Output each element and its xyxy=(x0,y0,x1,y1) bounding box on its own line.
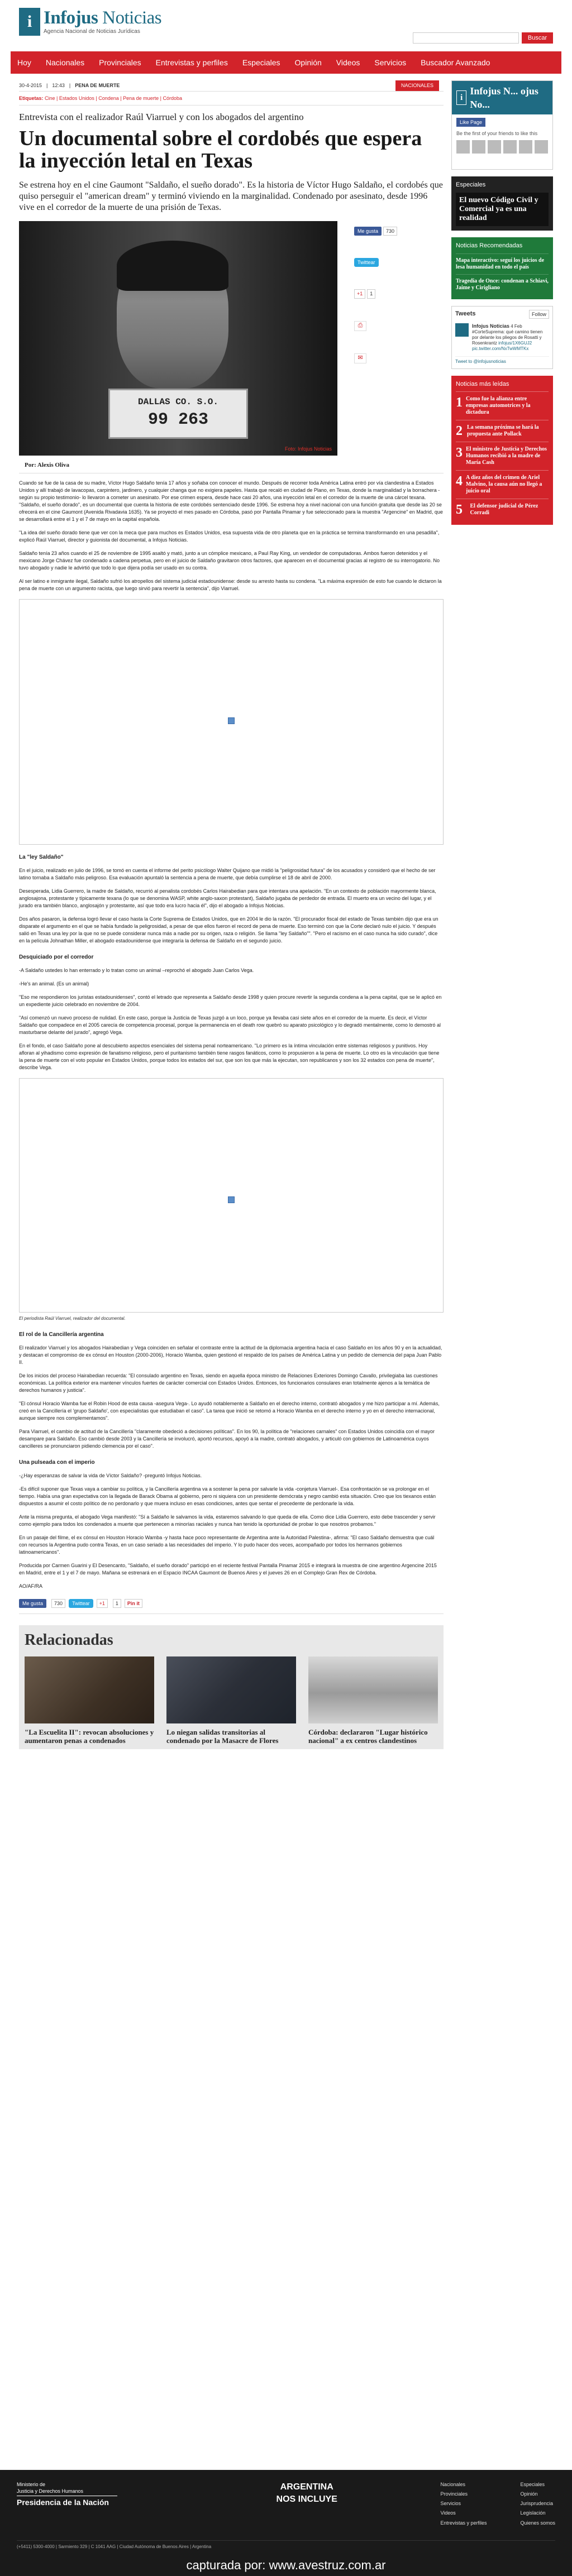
tags-label: Etiquetas: xyxy=(19,95,44,101)
most-read-list xyxy=(456,391,549,520)
tweet-time: 4 Feb xyxy=(511,323,522,329)
paragraph: "Eso me respondieron los juristas estadounidenses", contó el letrado que representa a Saldaño desde 1998 y quien procure revertir la segunda condena a la pena capital, que se le aplicó en un expediente juicio celebrado en noviembre de 2004. xyxy=(19,994,442,1007)
tweet-link-2[interactable]: pic.twitter.com/NxTwWMTKx xyxy=(472,346,529,351)
nav-hoy[interactable]: Hoy xyxy=(17,58,31,67)
paragraph: -A Saldaño ustedes lo han enterrado y lo tratan como un animal –reprochó el abogado Juan Carlos Vega. xyxy=(19,967,254,973)
main-photo xyxy=(19,221,337,456)
search-button[interactable]: Buscar xyxy=(522,32,553,44)
paragraph: Dos años pasaron, la defensa logró llevar el caso hasta la Corte Suprema de Estados Unidos, que en 2004 le dio la razón. "El procurador fiscal del estado de Texas también dijo que era un disparate el argumento en el que se había fundado la peligrosidad, a pesar de que ellos fueron el record de pena de muerte. Eso terminó con que la Corte declaró nulo el juicio. Y después salió en Texas una ley por la que no se puede considerar nunca más a nadie por su origen, raza o religión. Se llama "ley Saldaño"". "Pero el racismo en el caso nunca ha sido curado", dice en la película Johnathan Miller, el abogado estadounidense que integraría la defensa de Saldaño en el segundo juicio. xyxy=(19,916,438,944)
fb-page-header[interactable] xyxy=(452,81,552,114)
fb-like-count-bottom: 730 xyxy=(51,1599,65,1608)
most-read-number: 1 xyxy=(456,395,463,410)
paragraph: Cuando se fue de la casa de su madre, Víctor Hugo Saldaño tenía 17 años y soñaba con conocer el mundo. Después de recorrer toda América Latina entró por vía clandestina a Estados Unidos y allí trabajó de lavacopas, carpintero, jardinero, y cualquier changa que no exigiera papeles. Hasta que recaló en ciudad de Plano, en Texas, donde la marginalidad y la borrachera -según su propio testimonio- lo llevaron a cometer un asesinato. Por ese crimen espera, desde hace casi 20 años, una inyección letal en el corredor de la muerte de una cárcel texana. "Saldaño, el sueño dorado", es un documental que cuenta la historia de este cordobés sentenciado desde 1996. Se estrena hoy a nivel nacional con una función gratuita que desde las 20 se ofrecerá en el cine Gaumont (Avenida Rivadavia 1635). Ya se proyectó el mes pasado en Córdoba, pasó por Pantalla Pinamar y fue seleccionado para la muestra "Argencine" en Madrid, que se desarrollará entre el 1 y el 7 de mayo en la capital española. xyxy=(19,480,443,522)
share-bottom xyxy=(19,1599,444,1614)
nav-servicios[interactable]: Servicios xyxy=(374,58,407,67)
tweet-user[interactable]: Infojus Noticias xyxy=(472,323,510,329)
footer-address: (+5411) 5300-4000 | Sarmiento 329 | C 1041 AAG | Ciudad Autónoma de Buenos Aires | Argentina xyxy=(17,2540,555,2550)
article-tags xyxy=(19,92,444,106)
subheading: La "ley Saldaño" xyxy=(19,854,64,860)
recommended-list xyxy=(456,253,549,295)
ministry-line2: Justicia y Derechos Humanos xyxy=(17,2488,84,2494)
article-meta xyxy=(19,80,444,92)
recommended-box xyxy=(451,237,553,299)
paragraph: Ante la misma pregunta, el abogado Vega manifestó: "Sí a Saldaño le salvamos la vida, estaremos salvando lo que queda de ella. Como dice Lidia Guerrero, esto debe trascender y servir como ejemplo para todos los condenados a muerte que pertenecen a minorías raciales y nunca han tenido la oportunidad de probar lo que nosotros probamos." xyxy=(19,1514,436,1527)
most-read-number: 2 xyxy=(456,424,463,439)
meta-separator-2: | xyxy=(69,83,71,89)
related-item-title[interactable]: Córdoba: declararon "Lugar histórico nacional" a ex centros clandestinos xyxy=(308,1727,428,1745)
footer-links-col1 xyxy=(440,2481,487,2529)
tweet-button-bottom[interactable]: Twittear xyxy=(69,1599,93,1608)
most-read-box xyxy=(451,376,553,525)
footer-links xyxy=(440,2481,555,2529)
photo-plate-line1: DALLAS CO. S.O. xyxy=(137,397,219,408)
fb-friend-avatars xyxy=(452,137,552,157)
video-embed[interactable] xyxy=(19,599,444,845)
follow-button[interactable]: Follow xyxy=(529,310,549,319)
page-container xyxy=(11,0,561,1749)
logo-slogan: Agencia Nacional de Noticias Jurídicas xyxy=(44,28,140,35)
tags-list[interactable]: Cine | Estados Unidos | Condena | Pena de muerte | Córdoba xyxy=(45,95,183,101)
nav-provinciales[interactable]: Provinciales xyxy=(99,58,141,67)
subheading: Desquiciado por el corredor xyxy=(19,954,94,960)
video-embed-2[interactable] xyxy=(19,1078,444,1313)
related-item-title[interactable]: "La Escuelita II": revocan absoluciones y aumentaron penas a condenados xyxy=(25,1727,154,1745)
category-badge[interactable]: NACIONALES xyxy=(395,80,439,90)
logo-emblem-icon: i xyxy=(19,8,40,36)
embed-caption: El periodista Raúl Viarruel, realizador del documental. xyxy=(19,1315,126,1321)
footer-link[interactable]: Nacionales xyxy=(440,2482,465,2487)
tweets-label: Tweets xyxy=(455,310,476,318)
paragraph: De los inicios del proceso Hairabedian recuerda: "El consulado argentino en Texas, siendo en aquella época ministro de Relaciones Exteriores Domingo Cavallo, privilegiaba las cuestiones económicas. La política exterior era mantener vínculos fuertes de carácter comercial con Estados Unidos. Entonces, los funcionarios consulares eran totalmente ajenos a la temática de derechos humanos y justicia". xyxy=(19,1372,438,1393)
tweet-item xyxy=(455,323,549,352)
paragraph: "El cónsul Horacio Wamba fue el Robin Hood de esta causa -asegura Vega-. Lo ayudó notablemente a Saldaño en el derecho interno, contrató abogados y me hizo participar a mí. Además, creó en la Cancillería el 'grupo Saldaño', con especialistas que estudiaban el caso". La tarea que inició se retomó a Horacio Wamba en el derecho interno y yo en el derecho internacional, aunque siempre nos complementamos". xyxy=(19,1400,440,1421)
related-image[interactable] xyxy=(166,1656,296,1723)
nav-nacionales[interactable]: Nacionales xyxy=(45,58,85,67)
paragraph: En el fondo, el caso Saldaño pone al descubierto aspectos esenciales del sistema penal norteamericano. "Lo primero es la íntima vinculación entre sistemas religiosos y punitivos. Hoy afloran al yihadismo como expresión de fanatismo religioso, pero el puritanismo también tiene rasgos fanáticos, como lo propusieron a la pena de muerte. Lo otro es la vinculación que tiene la pena de muerte con el voto popular en Estados Unidos, porque todos los estados del sur, que son los que más la ejecutan, son republicanos y son los 32 estados con pena de muerte", describe Vega. xyxy=(19,1042,440,1070)
photo-credit: Foto: Infojus Noticias xyxy=(284,446,332,452)
tweets-widget xyxy=(451,306,553,369)
gplus-button-bottom[interactable]: +1 xyxy=(97,1599,108,1608)
most-read-item[interactable] xyxy=(456,470,549,499)
footer-link[interactable]: Entrevistas y perfiles xyxy=(440,2520,487,2526)
search-input[interactable] xyxy=(413,32,519,44)
nav-buscador[interactable]: Buscador Avanzado xyxy=(421,58,490,67)
article-column xyxy=(19,80,444,1749)
avatar xyxy=(519,140,532,154)
subheading: El rol de la Cancillería argentina xyxy=(19,1331,104,1338)
fb-like-widget xyxy=(354,227,421,236)
photo-row xyxy=(19,221,444,456)
footer-link[interactable]: Legislación xyxy=(520,2510,546,2516)
pinit-button[interactable]: Pin it xyxy=(125,1599,142,1608)
gplus-widget xyxy=(354,289,421,298)
most-read-item[interactable] xyxy=(456,442,549,470)
most-read-number: 4 xyxy=(456,474,463,489)
fb-like-button-bottom[interactable]: Me gusta xyxy=(19,1599,46,1608)
avatar xyxy=(472,140,485,154)
nav-especiales[interactable]: Especiales xyxy=(242,58,280,67)
avatar xyxy=(488,140,501,154)
footer-link[interactable]: Especiales xyxy=(520,2482,545,2487)
article-date: 30-4-2015 xyxy=(19,83,42,89)
footer-link[interactable]: Videos xyxy=(440,2510,456,2516)
paragraph: "La idea del sueño dorado tiene que ver con la meca que para muchos es Estados Unidos, esa supuesta vida de otro planeta que en la práctica se termina transformando en una pesadilla", explicó Raúl Viarruel, director y guionista del documental, a Infojus Noticias. xyxy=(19,529,440,543)
paragraph: -¿Hay esperanzas de salvar la vida de Víctor Saldaño? -preguntó Infojus Noticias. xyxy=(19,1472,202,1478)
search-form xyxy=(413,32,553,44)
related-section xyxy=(19,1625,444,1749)
most-read-title[interactable]: El defensor judicial de Pérez Corradi xyxy=(470,503,538,516)
most-read-label: Noticias más leídas xyxy=(456,380,509,387)
paragraph: -He's an animal. (Es un animal) xyxy=(19,980,89,987)
footer-link[interactable]: Opinión xyxy=(520,2491,538,2497)
article-signature: AO/AF/RA xyxy=(19,1583,43,1589)
photo-hair xyxy=(117,241,228,291)
gplus-count-bottom: 1 xyxy=(113,1599,121,1608)
logo-name xyxy=(44,8,161,27)
email-icon[interactable]: ✉ xyxy=(354,353,366,363)
footer-link[interactable]: Quienes somos xyxy=(520,2520,555,2526)
most-read-item[interactable] xyxy=(456,391,549,420)
subheading: Una pulseada con el imperio xyxy=(19,1459,95,1466)
paragraph: En un pasaje del filme, el ex cónsul en Houston Horacio Wamba -y hasta hace poco representante de Argentina ante la Autoridad Palestina-, afirma: "El caso Saldaño demuestra que cuál con recursos la Argentina pudo contra Texas, en un caso seriado a las necesidades del imperio. Y lo pudo hacer dos veces, acompañado por todos los hermanos gobiernos latinoamericanos". xyxy=(19,1534,435,1555)
fb-like-button[interactable]: Me gusta xyxy=(354,227,382,236)
argentina-line1: ARGENTINA xyxy=(280,2482,333,2492)
sidebar xyxy=(451,80,553,1749)
most-read-item[interactable] xyxy=(456,499,549,520)
meta-separator-1: | xyxy=(46,83,48,89)
paragraph: Al ser latino e inmigrante ilegal, Saldaño sufrió los atropellos del sistema judicial estadounidense: desde su arresto hasta su condena. "La máxima expresión de esto fue cuando le dictaron la pena de muerte con un argumento racista, que luego sirvió para revertir la sentencia", dijo Viarruel. xyxy=(19,578,442,591)
fb-page-widget xyxy=(451,80,553,170)
especiales-title[interactable]: El nuevo Código Civil y Comercial ya es una realidad xyxy=(459,195,538,222)
most-read-title[interactable]: El ministro de Justicia y Derechos Humanos recibió a la madre de María Cash xyxy=(466,446,547,466)
related-item[interactable] xyxy=(25,1656,154,1745)
site-header xyxy=(11,0,561,51)
most-read-item[interactable] xyxy=(456,420,549,442)
logo-name-a: Infojus xyxy=(44,7,98,28)
tweet-widget xyxy=(354,258,421,267)
logo-name-b: Noticias xyxy=(98,7,162,28)
ministry-line3: Presidencia de la Nación xyxy=(17,2496,117,2508)
recommended-item[interactable]: Tragedia de Once: condenan a Schiavi, Jaime y Cirigliano xyxy=(456,274,549,295)
plugin-icon xyxy=(228,717,235,724)
fb-page-name: Infojus N... ojus No... xyxy=(470,85,538,110)
recommended-item[interactable]: Mapa interactivo: seguí los juicios de lesa humanidad en todo el país xyxy=(456,253,549,274)
most-read-title[interactable]: Como fue la alianza entre empresas automotrices y la dictadura xyxy=(466,396,531,416)
most-read-number: 5 xyxy=(456,502,463,518)
logo-text xyxy=(44,8,161,36)
tweet-to-link[interactable]: Tweet to @infojusnoticias xyxy=(455,356,549,365)
article-kicker: Entrevista con el realizador Raúl Viarruel y con los abogados del argentino xyxy=(19,112,304,123)
related-item-title[interactable]: Lo niegan salidas transitorias al condenado por la Masacre de Flores xyxy=(166,1727,279,1745)
argentina-logo xyxy=(277,2481,337,2529)
gplus-button[interactable]: +1 xyxy=(354,289,365,298)
related-list xyxy=(25,1656,438,1745)
site-footer xyxy=(0,2470,572,2576)
tweets-header xyxy=(455,310,549,319)
tweet-body xyxy=(472,323,549,352)
photo-plate-line2: 99 263 xyxy=(147,410,209,429)
avatar xyxy=(535,140,548,154)
paragraph: Para Viarruel, el cambio de actitud de la Cancillería "claramente obedeció a decisiones políticas". En los 90, la política de "relaciones carnales" con Estados Unidos coincidía con el mayor desampare para Saldaño. Eso cambió desde 2003 y la Cancillería se involucró, aportó recursos, apoyó a la madre, contrató abogados, y articuló con gobiernos de Latinoamérica cuyos cancilleres se pronunciaron pidiendo clemencia por el caso". xyxy=(19,1428,435,1449)
ministry-line1: Ministerio de xyxy=(17,2482,46,2487)
paragraph: -Es difícil suponer que Texas vaya a cambiar su política, y la Cancillería argentina va a sostener la pena por salvarle la vida -conjetura Viarruel-. Esa confrontación se va prolongar en el tiempo. Había una gran expectativa con la llegada de Barack Obama al gobierno, pero ni siquiera con un presidente demócrata y negro cambió esta situación. Creo que los tiexanos están dispuestos a asumir el costo político de no perdonarlo y que muera incluso en esas condiciones, antes que sentar el precedente de perdonarle la vida. xyxy=(19,1486,436,1506)
especiales-item[interactable] xyxy=(456,193,549,226)
photo-id-plate xyxy=(108,389,248,439)
capture-watermark: capturada por: www.avestruz.com.ar xyxy=(186,2558,386,2573)
avatar xyxy=(456,140,470,154)
article-title: Un documental sobre el cordobés que espera la inyección letal en Texas xyxy=(19,127,422,173)
nav-opinion[interactable]: Opinión xyxy=(294,58,322,67)
main-area xyxy=(11,74,561,1749)
fb-page-like-button[interactable]: Like Page xyxy=(456,118,485,127)
main-nav xyxy=(11,51,561,74)
paragraph: El realizador Viarruel y los abogados Hairabedian y Vega coinciden en señalar el contraste entre la actitud de la diplomacia argentina hacia el caso Saldaño en los años 90 y en la actualidad, y destacan el compromiso de ex cónsul en Houston (2000-2006), Horacio Wamba, quien gestionó el respaldo de los países de América Latina y un pedido de clemencia del papa Juan Pablo II. xyxy=(19,1344,442,1365)
fb-like-count: 730 xyxy=(383,227,397,236)
argentina-line2: NOS INCLUYE xyxy=(276,2494,337,2504)
paragraph: "Así comenzó un nuevo proceso de nulidad. En este caso, porque la Justicia de Texas juzgó a un loco, porque ya llevaba casi siete años en el corredor de la muerte. Es decir, el Víctor Saldaño que compadece en el 2005 carecía de competencia procesal, porque la permanencia en el death row quebró su aparato psicológico y lo degradó mentalmente, como lo demostró al masturbarse delante del jurado", agregó Vega. xyxy=(19,1014,441,1035)
nav-entrevistas[interactable]: Entrevistas y perfiles xyxy=(155,58,228,67)
ministry-logo[interactable] xyxy=(17,2481,117,2529)
most-read-title[interactable]: La semana próxima se hará la propuesta ante Pollack xyxy=(467,424,539,438)
especiales-box xyxy=(451,176,553,231)
footer-link[interactable]: Jurisprudencia xyxy=(520,2501,553,2507)
gplus-count: 1 xyxy=(367,289,375,298)
especiales-label: Especiales xyxy=(456,181,486,188)
most-read-number: 3 xyxy=(456,446,463,461)
article-body xyxy=(19,480,444,1590)
paragraph: Desesperada, Lidia Guerrero, la madre de Saldaño, recurrió al penalista cordobés Carlos Hairabedian para que intentara una apelación. "En un contexto de población mayormente blanca, anglosajona, protestante y típicamente texana (lo que se denomina WASP, white anglo-saxon protestant), Saldaño jugaba de perdedor de entrada. El muerto era un vecino del lugar, y el jurado era también blanco, anglosajón y protestante, así que todo era lucro hacia él", dijo el abogado a Infojus Noticias. xyxy=(19,888,436,908)
tweet-text: #CorteSuprema: qué camino tienen por delante los pliegos de Rosatti y Rosenkrantz xyxy=(472,329,543,346)
fb-page-emblem-icon: i xyxy=(456,90,466,105)
most-read-title[interactable]: A diez años del crimen de Ariel Malvino, la causa aún no llegó a juicio oral xyxy=(466,475,542,495)
paragraph: En el juicio, realizado en julio de 1996, se tomó en cuenta el informe del perito psicólogo Walter Quijano que midió la "peligrosidad futura" de los acusados y consideró que el hecho de ser latino tornaba a Saldaño más peligroso. Esa evaluación apuntaló la sentencia a pena de muerte, que debía cumplirse el 18 de abril de 2000. xyxy=(19,867,436,880)
related-title: Relacionadas xyxy=(25,1631,113,1649)
nav-videos[interactable]: Videos xyxy=(336,58,360,67)
article-section xyxy=(75,82,120,89)
plugin-icon xyxy=(228,1196,235,1203)
share-column xyxy=(354,221,421,456)
footer-links-col2 xyxy=(520,2481,555,2529)
article-section-label: PENA DE MUERTE xyxy=(75,83,120,89)
tweet-button[interactable]: Twittear xyxy=(354,258,379,267)
tweet-link[interactable]: infojus/1X6GUJ2 xyxy=(498,340,532,346)
fb-page-message: Be the first of your friends to like this xyxy=(456,131,538,137)
paragraph: Saldaño tenía 23 años cuando el 25 de noviembre de 1995 asaltó y mató, junto a un cómplice mexicano, a Paul Ray King, un vendedor de computadoras. Ambos fueron detenidos y el mexicano Jorge Chávez fue condenado a cadena perpetua, pero en el juicio de Saldaño gravitaron otros factores, que aparecen en el documental gracias al registro de su interrogatorio. No tuvo abogado y nadie le advirtió que todo lo que dijera podía ser usado en su contra. xyxy=(19,550,440,571)
avatar[interactable] xyxy=(455,323,469,337)
avatar xyxy=(503,140,517,154)
footer-link[interactable]: Provinciales xyxy=(440,2491,468,2497)
article-lead: Se estrena hoy en el cine Gaumont "Saldaño, el sueño dorado". Es la historia de Víctor Hugo Saldaño, el cordobés que quiso perseguir el "american dream" y terminó viviendo en la marginalidad. Condenado por asesinato, desde 1996 vive en el corredor de la muerte de una prisión de Texas. xyxy=(19,180,443,213)
footer-columns xyxy=(17,2481,555,2529)
recommended-label: Noticias Recomendadas xyxy=(456,242,523,249)
footer-link[interactable]: Servicios xyxy=(440,2501,461,2507)
site-logo[interactable] xyxy=(19,8,161,36)
related-item[interactable] xyxy=(308,1656,438,1745)
article-time: 12:43 xyxy=(52,83,65,89)
article-author: Por: Alexis Oliva xyxy=(19,456,444,473)
paragraph: Producida por Carmen Guarini y El Desencanto, "Saldaño, el sueño dorado" participó en el reciente festival Pantalla Pinamar 2015 e integrará la muestra de cine argentino Argencine 2015 en Madrid, entre el 1 y el 7 de mayo. Mañana se estrenará en el Espacio INCAA Gaumont de Buenos Aires y el jueves 26 en el Complejo Gran Rex de Córdoba. xyxy=(19,1562,437,1576)
related-image[interactable] xyxy=(25,1656,154,1723)
related-image[interactable] xyxy=(308,1656,438,1723)
related-item[interactable] xyxy=(166,1656,296,1745)
print-icon[interactable]: ⎙ xyxy=(354,321,366,331)
